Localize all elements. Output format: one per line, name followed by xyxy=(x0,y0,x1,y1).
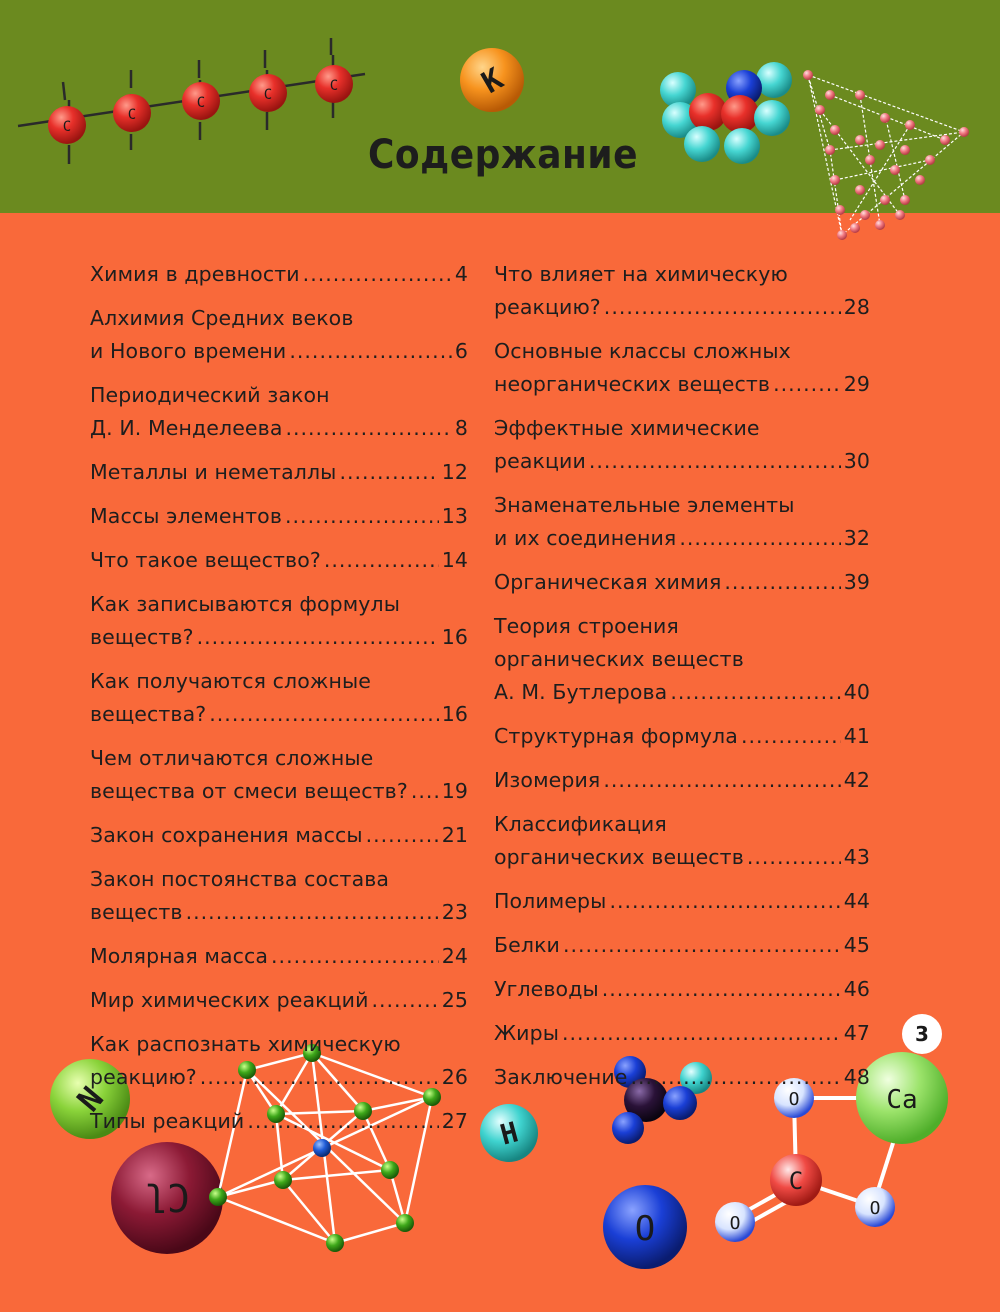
toc-dot-leader xyxy=(562,1017,841,1050)
toc-entry[interactable] xyxy=(90,302,468,368)
toc-entry-page: 21 xyxy=(441,823,468,847)
chain-atom-label: C xyxy=(127,107,137,123)
toc-entry-title-line: Как распознать химическую xyxy=(90,1032,401,1056)
toc-entry-page: 42 xyxy=(843,768,870,792)
toc-entry-title-line: А. М. Бутлерова xyxy=(494,680,668,704)
toc-entry-last-line xyxy=(494,445,870,478)
toc-entry-title-line: Теория строения xyxy=(494,614,679,638)
toc-entry-title-line: органических веществ xyxy=(494,845,744,869)
toc-entry-last-line xyxy=(90,984,468,1017)
toc-entry-last-line xyxy=(90,258,468,291)
toc-entry-last-line xyxy=(90,775,468,808)
toc-entry[interactable] xyxy=(90,742,468,808)
toc-entry-page: 32 xyxy=(843,526,870,550)
toc-entry-title-line: веществ xyxy=(90,900,183,924)
toc-dot-leader xyxy=(631,1061,841,1094)
toc-entry-last-line xyxy=(494,973,870,1006)
toc-entry[interactable] xyxy=(90,819,468,852)
toc-entry[interactable] xyxy=(494,720,870,753)
toc-entry-last-line xyxy=(90,412,468,445)
oxygen-small-label: O xyxy=(869,1198,881,1219)
toc-entry[interactable] xyxy=(90,940,468,973)
toc-entry[interactable] xyxy=(494,489,870,555)
toc-entry-title-line: Заключение xyxy=(494,1065,628,1089)
toc-entry[interactable] xyxy=(90,379,468,445)
toc-entry[interactable] xyxy=(494,258,870,324)
toc-dot-leader xyxy=(285,412,451,445)
toc-entry-title-line: Закон сохранения массы xyxy=(90,823,363,847)
toc-entry-title-line: Изомерия xyxy=(494,768,601,792)
chlorine-atom xyxy=(111,1142,223,1254)
oxygen-small-label: O xyxy=(729,1213,741,1234)
toc-entry-title-line: реакцию? xyxy=(494,295,601,319)
toc-entry-last-line xyxy=(90,335,468,368)
toc-entry[interactable] xyxy=(494,1061,870,1094)
toc-entry-last-line xyxy=(90,500,468,533)
toc-dot-leader xyxy=(604,291,841,324)
toc-entry-title-line: Чем отличаются сложные xyxy=(90,746,374,770)
toc-entry-title-line: Углеводы xyxy=(494,977,599,1001)
carbon-atom-label: C xyxy=(788,1167,804,1195)
toc-dot-leader xyxy=(411,775,439,808)
toc-entry-page: 16 xyxy=(441,625,468,649)
toc-entry-title-line: реакции xyxy=(494,449,586,473)
toc-entry[interactable] xyxy=(90,863,468,929)
toc-entry[interactable] xyxy=(90,500,468,533)
toc-entry-title-line: Д. И. Менделеева xyxy=(90,416,283,440)
toc-dot-leader xyxy=(339,456,438,489)
toc-entry-last-line xyxy=(90,544,468,577)
toc-entry-title-line: Основные классы сложных xyxy=(494,339,791,363)
toc-dot-leader xyxy=(289,335,451,368)
toc-entry-page: 40 xyxy=(843,680,870,704)
toc-entry-title-line: Классификация xyxy=(494,812,667,836)
toc-entry[interactable] xyxy=(494,885,870,918)
toc-entry[interactable] xyxy=(494,610,870,709)
toc-entry-page: 24 xyxy=(441,944,468,968)
toc-entry-title-line: Структурная формула xyxy=(494,724,738,748)
toc-entry-page: 48 xyxy=(843,1065,870,1089)
toc-entry-title-line: неорганических веществ xyxy=(494,372,771,396)
toc-dot-leader xyxy=(603,764,840,797)
toc-dot-leader xyxy=(602,973,841,1006)
toc-entry-last-line xyxy=(494,676,870,709)
toc-entry[interactable] xyxy=(494,764,870,797)
toc-dot-leader xyxy=(303,258,452,291)
toc-entry-title-line: Что влияет на химическую xyxy=(494,262,788,286)
toc-left-column xyxy=(90,258,468,1149)
toc-entry-page: 12 xyxy=(441,460,468,484)
toc-entry-last-line xyxy=(494,1017,870,1050)
chain-atom-label: C xyxy=(263,87,273,103)
toc-entry-page: 41 xyxy=(843,724,870,748)
toc-entry-page: 25 xyxy=(441,988,468,1012)
toc-entry-page: 8 xyxy=(454,416,468,440)
toc-entry-last-line xyxy=(90,698,468,731)
toc-entry-last-line xyxy=(494,764,870,797)
page-number: 3 xyxy=(902,1014,942,1054)
toc-dot-leader xyxy=(271,940,439,973)
toc-entry-title-line: Металлы и неметаллы xyxy=(90,460,337,484)
chain-atom-label: C xyxy=(62,119,72,135)
toc-entry-page: 16 xyxy=(441,702,468,726)
toc-entry-page: 14 xyxy=(441,548,468,572)
toc-entry-last-line xyxy=(494,291,870,324)
ethane-molecule xyxy=(660,62,792,164)
toc-entry[interactable] xyxy=(90,588,468,654)
toc-entry[interactable] xyxy=(494,1017,870,1050)
toc-dot-leader xyxy=(200,1061,439,1094)
carbon-chain-molecule xyxy=(18,38,365,164)
toc-dot-leader xyxy=(747,841,841,874)
toc-entry-page: 46 xyxy=(843,977,870,1001)
oxygen-atom-label: O xyxy=(634,1209,656,1249)
toc-entry-page: 39 xyxy=(843,570,870,594)
potassium-atom-label: K xyxy=(476,61,510,101)
toc-entry-title-line: Полимеры xyxy=(494,889,607,913)
toc-entry-title-line: Белки xyxy=(494,933,560,957)
toc-dot-leader xyxy=(563,929,841,962)
toc-entry-last-line xyxy=(494,720,870,753)
toc-entry-last-line xyxy=(494,885,870,918)
toc-entry-page: 19 xyxy=(441,779,468,803)
toc-entry-title-line: и их соединения xyxy=(494,526,677,550)
toc-dot-leader xyxy=(366,819,439,852)
toc-entry-title-line: вещества? xyxy=(90,702,207,726)
toc-entry-last-line xyxy=(90,819,468,852)
toc-entry-last-line xyxy=(90,456,468,489)
toc-entry-page: 43 xyxy=(843,845,870,869)
toc-entry-last-line xyxy=(494,929,870,962)
toc-dot-leader xyxy=(670,676,840,709)
toc-entry-page: 23 xyxy=(441,900,468,924)
toc-entry-page: 28 xyxy=(843,295,870,319)
toc-entry[interactable] xyxy=(90,456,468,489)
toc-entry[interactable] xyxy=(494,808,870,874)
toc-dot-leader xyxy=(324,544,439,577)
toc-entry-title-line: Как получаются сложные xyxy=(90,669,371,693)
toc-entry-last-line xyxy=(494,841,870,874)
toc-dot-leader xyxy=(285,500,439,533)
toc-entry[interactable] xyxy=(90,665,468,731)
toc-entry-last-line xyxy=(494,566,870,599)
toc-entry-page: 45 xyxy=(843,933,870,957)
toc-entry-page: 4 xyxy=(454,262,468,286)
toc-entry-page: 27 xyxy=(441,1109,468,1133)
toc-right-column xyxy=(494,258,870,1105)
toc-entry[interactable] xyxy=(90,544,468,577)
toc-dot-leader xyxy=(609,885,840,918)
chain-atom-label: C xyxy=(329,78,339,94)
toc-dot-leader xyxy=(589,445,841,478)
toc-entry-title-line: Органическая химия xyxy=(494,570,722,594)
toc-entry[interactable] xyxy=(90,984,468,1017)
toc-entry[interactable] xyxy=(494,929,870,962)
toc-entry-title-line: вещества от смеси веществ? xyxy=(90,779,408,803)
chlorine-atom-label: Cl xyxy=(144,1175,190,1219)
toc-dot-leader xyxy=(741,720,841,753)
toc-entry-title-line: Мир химических реакций xyxy=(90,988,369,1012)
toc-entry-title-line: Знаменательные элементы xyxy=(494,493,795,517)
toc-entry[interactable] xyxy=(494,335,870,401)
toc-entry-page: 13 xyxy=(441,504,468,528)
toc-entry[interactable] xyxy=(494,412,870,478)
toc-entry-title-line: Как записываются формулы xyxy=(90,592,400,616)
chain-atom-label: C xyxy=(196,95,206,111)
toc-dot-leader xyxy=(209,698,438,731)
toc-entry-title-line: Алхимия Средних веков xyxy=(90,306,354,330)
toc-entry-last-line xyxy=(494,1061,870,1094)
toc-entry[interactable] xyxy=(90,258,468,291)
toc-dot-leader xyxy=(197,621,439,654)
toc-entry-title-line: и Нового времени xyxy=(90,339,287,363)
toc-entry-page: 44 xyxy=(843,889,870,913)
toc-entry-title-line: Типы реакций xyxy=(90,1109,245,1133)
hydrogen-atom xyxy=(480,1104,538,1162)
page-title: Содержание xyxy=(368,132,639,178)
toc-entry-page: 47 xyxy=(843,1021,870,1045)
toc-entry-last-line xyxy=(90,621,468,654)
toc-entry-title-line: органических веществ xyxy=(494,647,744,671)
toc-dot-leader xyxy=(773,368,841,401)
toc-entry-title-line: Периодический закон xyxy=(90,383,330,407)
toc-entry-last-line xyxy=(90,940,468,973)
toc-dot-leader xyxy=(247,1105,438,1138)
potassium-atom xyxy=(460,48,524,112)
toc-entry-title-line: Массы элементов xyxy=(90,504,283,528)
toc-entry[interactable] xyxy=(90,1028,468,1094)
oxygen-small-label: O xyxy=(788,1089,800,1110)
nitrogen-atom-label: N xyxy=(68,1078,110,1118)
toc-entry-last-line xyxy=(494,522,870,555)
crystal-lattice-nodes xyxy=(803,70,969,240)
toc-entry-last-line xyxy=(90,896,468,929)
toc-entry[interactable] xyxy=(90,1105,468,1138)
toc-entry-title-line: веществ? xyxy=(90,625,194,649)
toc-entry-page: 6 xyxy=(454,339,468,363)
toc-entry-page: 26 xyxy=(441,1065,468,1089)
toc-dot-leader xyxy=(186,896,439,929)
toc-entry-title-line: Что такое вещество? xyxy=(90,548,321,572)
toc-entry[interactable] xyxy=(494,566,870,599)
toc-entry[interactable] xyxy=(494,973,870,1006)
toc-entry-title-line: реакцию? xyxy=(90,1065,197,1089)
toc-entry-title-line: Закон постоянства состава xyxy=(90,867,390,891)
toc-entry-last-line xyxy=(494,368,870,401)
toc-entry-page: 30 xyxy=(843,449,870,473)
toc-entry-last-line xyxy=(90,1061,468,1094)
toc-dot-leader xyxy=(372,984,439,1017)
hydrogen-atom-label: H xyxy=(496,1115,522,1152)
toc-dot-leader xyxy=(724,566,840,599)
toc-entry-title-line: Жиры xyxy=(494,1021,560,1045)
toc-entry-last-line xyxy=(90,1105,468,1138)
calcium-atom-label: Ca xyxy=(886,1085,918,1115)
toc-entry-title-line: Молярная масса xyxy=(90,944,269,968)
toc-entry-page: 29 xyxy=(843,372,870,396)
oxygen-atom xyxy=(603,1185,687,1269)
toc-dot-leader xyxy=(679,522,840,555)
toc-entry-title-line: Химия в древности xyxy=(90,262,300,286)
toc-entry-title-line: Эффектные химические xyxy=(494,416,760,440)
